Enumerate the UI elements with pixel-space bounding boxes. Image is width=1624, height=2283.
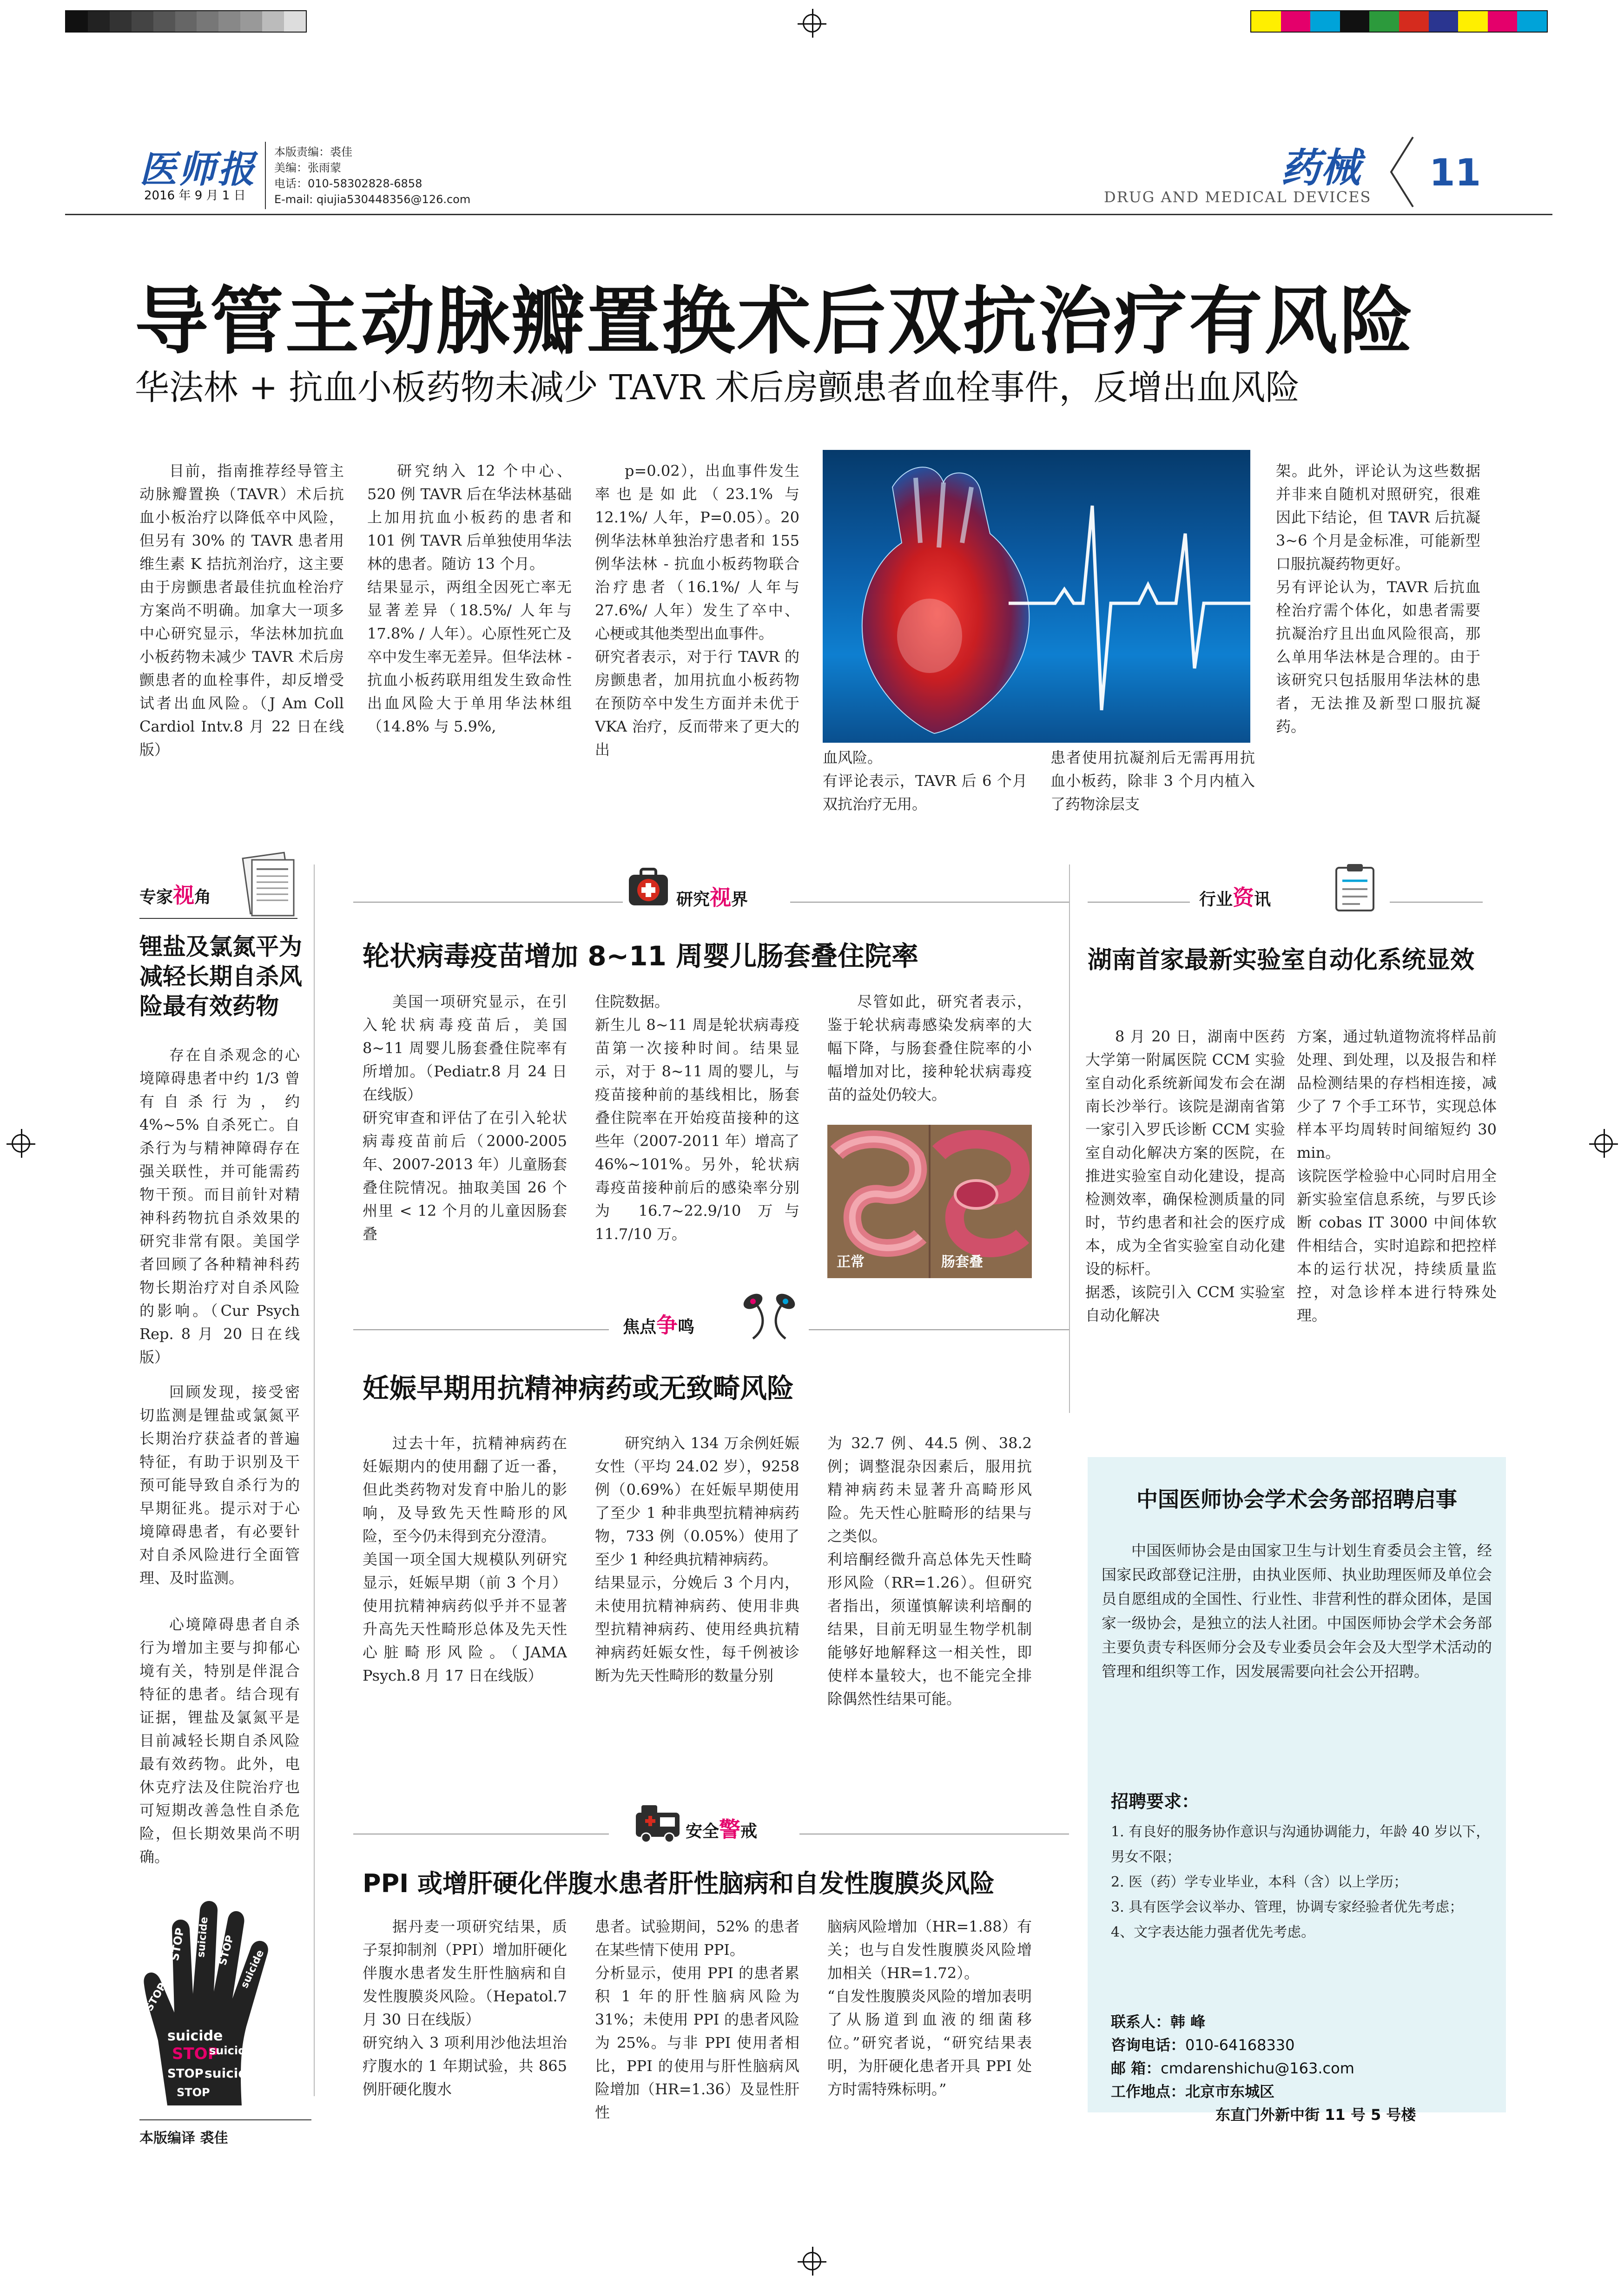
first-aid-icon	[625, 864, 672, 911]
label-intussusception: 肠套叠	[941, 1254, 983, 1270]
industry-title: 湖南首家最新实验室自动化系统显效	[1088, 946, 1475, 974]
safety-col-1: 据丹麦一项研究结果，质子泵抑制剂（PPI）增加肝硬化伴腹水患者发生肝性脑病和自发性腹膜炎风险。（Hepatol.7 月 30 日在线版） 研究纳入 3 项利用沙他法坦治疗腹水的 1 年期试验，共 865 例肝硬化腹水	[363, 1918, 567, 2098]
expert-p2: 回顾发现，接受密切监测是锂盐或氯氮平长期治疗获益者的普遍特征，有助于识别及干预可能导致自杀行为的早期征兆。提示对于心境障碍患者，有必要针对自杀风险进行全面管理、及时监测。	[139, 1383, 300, 1587]
masthead-credits	[274, 144, 470, 207]
expert-tag: 专家视角	[139, 883, 211, 908]
recruit-title: 中国医师协会学术会务部招聘启事	[1136, 1487, 1457, 1512]
expert-title: 锂盐及氯氮平为减轻长期自杀风险最有效药物	[139, 933, 302, 1020]
industry-tag: 行业资讯	[1199, 885, 1271, 910]
clipboard-icon	[1329, 862, 1380, 913]
svg-text:suicide: suicide	[205, 2065, 257, 2081]
density-bar	[65, 10, 307, 33]
research-col-1: 美国一项研究显示，在引入轮状病毒疫苗后，美国 8~11 周婴儿肠套叠住院率有所增加。（Pediatr.8 月 24 日在线版） 研究审查和评估了在引入轮状病毒疫苗前后（2000-2005 年、2007-2013 年）儿童肠套叠住院情况。抽取美国 26 个州里 < 12 个月的儿童因肠套叠	[363, 993, 567, 1243]
issue-date: 2016 年 9 月 1 日	[144, 189, 246, 203]
registration-mark-top	[803, 14, 821, 33]
safety-tag: 安全警戒	[686, 1817, 758, 1842]
recruit-req-4: 4、文字表达能力强者优先考虑。	[1111, 1924, 1315, 1940]
compiler-rule	[139, 2119, 311, 2120]
contact-name: 韩 峰	[1170, 2013, 1206, 2031]
svg-text:STOP: STOP	[143, 1981, 169, 2013]
recruit-contacts	[1111, 2010, 1492, 2126]
recruit-requirements-title: 招聘要求：	[1111, 1791, 1200, 1812]
focus-rule-left	[353, 1329, 609, 1330]
recruit-req-2: 2. 医（药）学专业毕业，本科（含）以上学历；	[1111, 1874, 1408, 1890]
email-credit: E-mail: qiujia530448356@126.com	[274, 193, 471, 206]
editor-credit: 本版责编：裘佳	[274, 145, 352, 158]
phone-credit: 电话：010-58302828-6858	[274, 177, 423, 190]
compiler-credit: 本版编译 裘佳	[139, 2130, 228, 2146]
address-row-2	[1111, 2103, 1492, 2126]
industry-col-1: 8 月 20 日，湖南中医药大学第一附属医院 CCM 实验室自动化系统新闻发布会在湖南长沙举行。该院是湖南省第一家引入罗氏诊断 CCM 实验室自动化解决方案的医院，在推进实验室自动化建设，提高检测效率，确保检测质量的同时，节约患者和社会的医疗成本，成为全省实验室自动化建设的标杆。 据悉，该院引入 CCM 实验室自动化解决	[1085, 1028, 1285, 1324]
research-rule-left	[353, 902, 623, 903]
svg-text:STOP: STOP	[177, 2086, 210, 2099]
lead-headline: 导管主动脉瓣置换术后双抗治疗有风险	[135, 279, 1415, 364]
research-tag: 研究视界	[676, 885, 748, 910]
recruit-email[interactable]: cmdarenshichu@163.com	[1161, 2059, 1354, 2077]
address-line-2: 东直门外新中街 11 号 5 号楼	[1215, 2106, 1416, 2124]
lead-subhead: 华法林 + 抗血小板药物未减少 TAVR 术后房颤患者血栓事件，反增出血风险	[135, 368, 1300, 408]
lead-col-5: 患者使用抗凝剂后无需再用抗血小板药，除非 3 个月内植入了药物涂层支	[1050, 749, 1255, 813]
svg-text:suicide: suicide	[167, 2028, 223, 2044]
section-title: 药械	[1281, 145, 1360, 191]
left-sidebar-divider	[314, 864, 315, 2096]
ambulance-icon	[632, 1799, 683, 1845]
contact-row: 联系人：韩 峰	[1111, 2013, 1206, 2031]
focus-col-1: 过去十年，抗精神病药在妊娠期内的使用翻了近一番，但此类药物对发育中胎儿的影响，及导致先天性畸形的风险，至今仍未得到充分澄清。 美国一项全国大规模队列研究显示，妊娠早期（前 3 个月）使用抗精神病药似乎并不显著升高先天性畸形总体及先天性心脏畸形风险。（JAMA Psych.8 月 17 日在线版）	[363, 1434, 567, 1684]
svg-text:suicide: suicide	[195, 1916, 211, 1958]
intestine-comparison-image	[827, 1125, 1032, 1278]
lead-col-2: 研究纳入 12 个中心、520 例 TAVR 后在华法林基础上加用抗血小板药的患者和 101 例 TAVR 后单独使用华法林的患者。随访 13 个月。 结果显示，两组全因死亡率无显著差异（18.5%/ 人年与 17.8% / 人年）。心原性死亡及卒中发生率无差异。但华法林 - 抗血小板药联用组发生致命性出血风险大于单用华法林组（14.8% 与 5.9%,	[367, 462, 572, 735]
art-credit: 美编：张雨蒙	[274, 161, 341, 174]
recruit-intro: 中国医师协会是由国家卫生与计划生育委员会主管，经国家民政部登记注册，由执业医师、执业助理医师及单位会员自愿组成的全国性、行业性、非营利性的群众团体，是国家一级协会，是独立的法人社团。中国医师协会学术会务部主要负责专科医师分会及专业委员会年会及大型学术活动的管理和组织等工作，因发展需要向社会公开招聘。	[1102, 1542, 1492, 1680]
safety-col-2: 患者。试验期间，52% 的患者在某些情下使用 PPI。 分析显示，使用 PPI 的患者累积 1 年的肝性脑病风险为 31%；未使用 PPI 的患者风险为 25%。与非 PPI 使用者相比，PPI 的使用与肝性脑病风险增加（HR=1.36）及显性肝性	[595, 1918, 799, 2121]
svg-text:STOP: STOP	[168, 1927, 187, 1962]
section-title-en: DRUG AND MEDICAL DEVICES	[1104, 188, 1372, 206]
svg-text:STOP: STOP	[172, 2045, 219, 2063]
safety-col-3: 脑病风险增加（HR=1.88）有关；也与自发性腹膜炎风险增加相关（HR=1.72）。 “自发性腹膜炎风险的增加表明了从肠道到血液的细菌移位。”研究者说，“研究结果表明，为肝硬化患者开具 PPI 处方时需特殊标明。”	[827, 1918, 1032, 2098]
lead-col-3: p=0.02），出血事件发生率也是如此（23.1% 与 12.1%/ 人年，P=0.05）。20 例华法林单独治疗患者和 155 例华法林 - 抗血小板药物联合治疗患者（16.1%/ 人年与 27.6%/ 人年）发生了卒中、心梗或其他类型出血事件。 研究者表示，对于行 TAVR 的房颤患者，加用抗血小板药物在预防卒中发生方面并未优于 VKA 治疗，反而带来了更大的出	[595, 462, 799, 759]
lead-col-6: 架。此外，评论认为这些数据并非来自随机对照研究，很难因此下结论，但 TAVR 后抗凝 3~6 个月是金标准，可能新型口服抗凝药物更好。 另有评论认为，TAVR 后抗血栓治疗需个体化，如患者需要抗凝治疗且出血风险很高，那么单用华法林是合理的。由于该研究只包括服用华法林的患者，无法推及新型口服抗凝药。	[1276, 462, 1480, 735]
focus-title: 妊娠早期用抗精神病药或无致畸风险	[363, 1372, 794, 1404]
page-chevron-icon	[1387, 135, 1415, 209]
address-line-1: 北京市东城区	[1185, 2083, 1275, 2100]
registration-mark-right	[1594, 1134, 1613, 1153]
masthead-rule	[65, 214, 1552, 215]
expert-p1: 存在自杀观念的心境障碍患者中约 1/3 曾有自杀行为，约 4%~5% 自杀死亡。自杀行为与精神障碍存在强关联性，并可能需药物干预。而目前针对精神科药物抗自杀效果的研究非常有限。美国学者回顾了各种精神科药物长期治疗对自杀风险的影响。（Cur Psych Rep. 8 月 20 日在线版）	[139, 1046, 300, 1366]
svg-text:suicide: suicide	[238, 1948, 267, 1990]
masthead-divider	[265, 142, 266, 209]
recruitment-box	[1088, 1457, 1506, 2124]
registration-mark-bottom	[803, 2252, 821, 2270]
expert-top-rule	[139, 918, 297, 919]
research-rule-right	[790, 902, 1069, 903]
svg-text:STOP: STOP	[167, 2067, 204, 2081]
svg-text:suicide: suicide	[209, 2044, 254, 2057]
research-col-2: 住院数据。 新生儿 8~11 周是轮状病毒疫苗第一次接种时间。结果显示，对于 8~11 周的婴儿，与疫苗接种前的基线相比，肠套叠住院率在开始疫苗接种的这些年（2007-2011 年）增高了 46%~101%。另外，轮状病毒疫苗接种前后的感染率分别为 16.7~22.9/10 万与 11.7/10 万。	[595, 993, 799, 1243]
heart-ecg-image	[823, 450, 1250, 743]
recruit-requirements	[1111, 1820, 1492, 1945]
color-bar	[1250, 10, 1548, 33]
industry-col-2: 方案，通过轨道物流将样品前处理、到处理，以及报告和样品检测结果的存档相连接，减少了 7 个手工环节，实现总体样本平均周转时间缩短约 30 min。 该院医学检验中心同时启用全新实验室信息系统，与罗氏诊断 cobas IT 3000 中间体软件相结合，实时追踪和把控样本的运行状况，持续质量监控，对急诊样本进行特殊处理。	[1297, 1028, 1497, 1324]
recruit-req-1: 1. 有良好的服务协作意识与沟通协调能力，年龄 40 岁以下，男女不限；	[1111, 1824, 1490, 1865]
address-row: 工作地点：北京市东城区	[1111, 2083, 1275, 2100]
focus-col-3: 为 32.7 例、44.5 例、38.2 例；调整混杂因素后，服用抗精神病药未显著升高畸形风险。先天性心脏畸形的结果与之类似。 利培酮经微升高总体先天性畸形风险（RR=1.26）。但研究者指出，须谨慎解读利培酮的结果，目前无明显生物学机制能够好地解释这一相关性，即使样本量较大，也不能完全排除偶然性结果可能。	[827, 1434, 1032, 1708]
microphones-icon	[734, 1287, 804, 1343]
safety-title: PPI 或增肝硬化伴腹水患者肝性脑病和自发性腹膜炎风险	[363, 1869, 995, 1898]
stop-suicide-hand-image	[139, 1887, 316, 2110]
label-normal: 正常	[837, 1254, 865, 1270]
hand-silhouette	[139, 1887, 316, 2110]
page-number: 11	[1429, 151, 1481, 194]
lead-col-1: 目前，指南推荐经导管主动脉瓣置换（TAVR）术后抗血小板治疗以降低卒中风险，但另有 30% 的 TAVR 患者用维生素 K 拮抗剂治疗，这主要由于房颤患者最佳抗血栓治疗方案尚不明确。加拿大一项多中心研究显示，华法林加抗血小板药物未减少 TAVR 术后房颤患者的血栓事件，却反增受试者出血风险。（J Am Coll Cardiol Intv.8 月 22 日在线版）	[139, 462, 344, 759]
email-row: 邮 箱：cmdarenshichu@163.com	[1111, 2059, 1354, 2077]
lead-col-4: 血风险。 有评论表示，TAVR 后 6 个月双抗治疗无用。	[823, 749, 1027, 813]
recruit-req-3: 3. 具有医学会议举办、管理，协调专家经验者优先考虑；	[1111, 1899, 1464, 1915]
heart-illustration	[823, 450, 1250, 743]
research-title: 轮状病毒疫苗增加 8~11 周婴儿肠套叠住院率	[363, 940, 919, 972]
recruit-phone: 010-64168330	[1185, 2036, 1295, 2054]
registration-mark-left	[12, 1134, 30, 1153]
industry-rule-left	[1088, 902, 1190, 903]
masthead-logo: 医师报	[139, 147, 257, 191]
focus-rule-right	[809, 1329, 1069, 1330]
phone-row: 咨询电话：010-64168330	[1111, 2036, 1295, 2054]
focus-col-2: 研究纳入 134 万余例妊娠女性（平均 24.02 岁），9258 例（0.69%）在妊娠早期使用了至少 1 种非典型抗精神病药物，733 例（0.05%）使用了至少 1 种经典抗精神病药。 结果显示，分娩后 3 个月内，未使用抗精神病药、使用非典型抗精神病药、使用经典抗精神病药妊娠女性，每千例被诊断为先天性畸形的数量分别	[595, 1434, 799, 1684]
svg-text:STOP: STOP	[217, 1934, 237, 1967]
right-column-divider	[1069, 864, 1070, 1413]
research-col-3: 尽管如此，研究者表示，鉴于轮状病毒感染发病率的大幅下降，与肠套叠住院率的小幅增加对比，接种轮状病毒疫苗的益处仍较大。	[827, 993, 1032, 1103]
newspaper-icon	[242, 851, 297, 920]
industry-rule-right	[1390, 902, 1483, 903]
expert-p3: 心境障碍患者自杀行为增加主要与抑郁心境有关，特别是伴混合特征的患者。结合现有证据，锂盐及氯氮平是目前减轻长期自杀风险最有效药物。此外，电休克疗法及住院治疗也可短期改善急性自杀危险，但长期效果尚不明确。	[139, 1616, 300, 1866]
focus-tag: 焦点争鸣	[623, 1313, 695, 1338]
